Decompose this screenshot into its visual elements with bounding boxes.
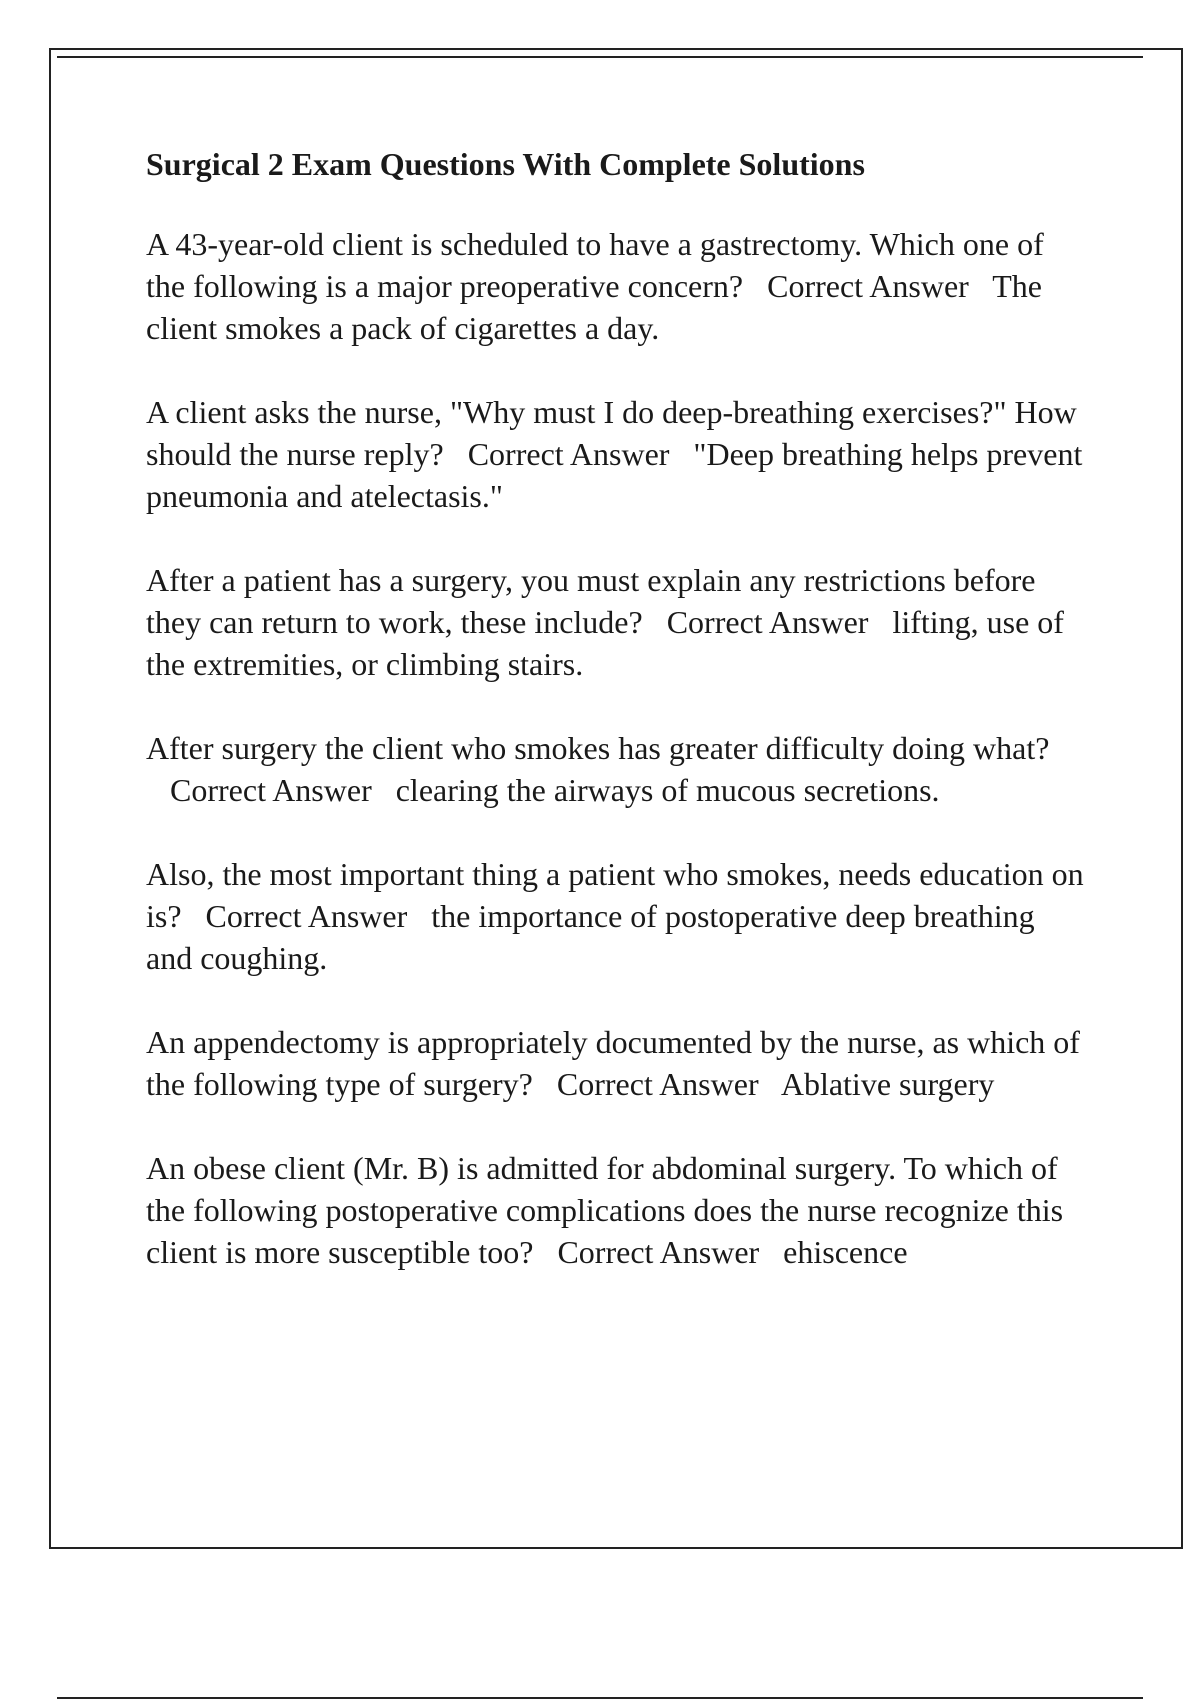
qa-item bbox=[146, 559, 1086, 685]
question-text: A client asks the nurse, "Why must I do deep-breathing exercises?" How should the nurse reply? bbox=[146, 394, 1077, 472]
answer-text: clearing the airways of mucous secretions. bbox=[395, 772, 940, 808]
answer-label: Correct Answer bbox=[666, 604, 869, 640]
question-text: An appendectomy is appropriately documented by the nurse, as which of the following type of surgery? bbox=[146, 1024, 1080, 1102]
qa-item bbox=[146, 223, 1086, 349]
answer-text: The client smokes a pack of cigarettes a day. bbox=[146, 268, 1042, 346]
qa-item bbox=[146, 1021, 1086, 1105]
question-text: After surgery the client who smokes has greater difficulty doing what? bbox=[146, 730, 1050, 766]
document-title: Surgical 2 Exam Questions With Complete Solutions bbox=[146, 146, 865, 182]
qa-item bbox=[146, 391, 1086, 517]
qa-item bbox=[146, 853, 1086, 979]
question-text: An obese client (Mr. B) is admitted for abdominal surgery. To which of the following postoperative complications does the nurse recognize this client is more susceptible too? bbox=[146, 1150, 1064, 1270]
qa-item bbox=[146, 1147, 1086, 1273]
answer-text: the importance of postoperative deep breathing and coughing. bbox=[146, 898, 1035, 976]
qa-item bbox=[146, 727, 1086, 811]
bottom-rule bbox=[57, 1697, 1143, 1699]
answer-label: Correct Answer bbox=[556, 1066, 759, 1102]
answer-label: Correct Answer bbox=[467, 436, 670, 472]
document-body bbox=[146, 143, 1086, 1315]
answer-text: Ablative surgery bbox=[780, 1066, 995, 1102]
question-text: A 43-year-old client is scheduled to have a gastrectomy. Which one of the following is a major preoperative concern? bbox=[146, 226, 1044, 304]
question-text: After a patient has a surgery, you must explain any restrictions before they can return to work, these include? bbox=[146, 562, 1036, 640]
answer-text: ehiscence bbox=[783, 1234, 908, 1270]
answer-label: Correct Answer bbox=[205, 898, 408, 934]
question-text: Also, the most important thing a patient who smokes, needs education on is? bbox=[146, 856, 1084, 934]
answer-text: "Deep breathing helps prevent pneumonia and atelectasis." bbox=[146, 436, 1083, 514]
answer-label: Correct Answer bbox=[767, 268, 969, 304]
answer-label: Correct Answer bbox=[170, 772, 372, 808]
answer-text: lifting, use of the extremities, or climbing stairs. bbox=[146, 604, 1064, 682]
answer-label: Correct Answer bbox=[557, 1234, 760, 1270]
